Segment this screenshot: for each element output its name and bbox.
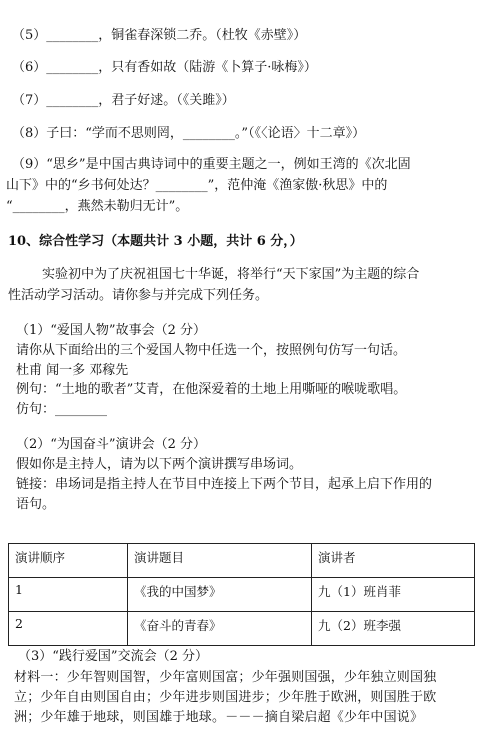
q3-title: （3）“践行爱国”交流会（2 分） xyxy=(18,649,208,664)
q1-title: （1）“爱国人物”故事会（2 分） xyxy=(16,323,206,338)
q2-link-line-2: 语句。 xyxy=(16,497,56,512)
table-cell: 2 xyxy=(9,612,128,646)
question-item-6: （6）________，只有香如故（陆游《卜算子·咏梅》） xyxy=(12,60,317,75)
q1-people: 杜甫 闻一多 邓稼先 xyxy=(16,363,129,378)
question-item-9-line-3: “________，燕然未勒归无计”。 xyxy=(6,199,189,214)
table-cell: 《我的中国梦》 xyxy=(128,578,312,612)
table-cell: 九（1）班肖菲 xyxy=(312,578,475,612)
q1-imitate: 仿句：________ xyxy=(16,402,108,417)
table-header-row xyxy=(9,544,475,578)
q2-title: （2）“为国奋斗”演讲会（2 分） xyxy=(16,437,206,452)
speech-table xyxy=(8,543,475,646)
table-header-cell: 演讲题目 xyxy=(128,544,312,578)
table-header-cell: 演讲顺序 xyxy=(9,544,128,578)
q3-material-line-2: 立；少年自由则国自由；少年进步则国进步；少年胜于欧洲，则国胜于欧 xyxy=(14,690,437,705)
section-intro-line-2: 性活动学习活动。请你参与并完成下列任务。 xyxy=(8,288,269,303)
question-item-5: （5）________，铜雀春深锁二乔。（杜牧《赤壁》） xyxy=(12,28,307,43)
q1-example: 例句：“土地的歌者”艾青，在他深爱着的土地上用嘶哑的喉咙歌唱。 xyxy=(16,382,407,397)
table-cell: 1 xyxy=(9,578,128,612)
q3-material-line-1: 材料一：少年智则国智，少年富则国富；少年强则国强，少年独立则国独 xyxy=(14,670,437,685)
question-item-7: （7）________，君子好逑。（《关雎》） xyxy=(12,93,235,108)
question-item-8: （8）子曰：“学而不思则罔，________。”（《〈论语〉十二章》） xyxy=(12,126,366,141)
table-cell: 《奋斗的青春》 xyxy=(128,612,312,646)
table-row xyxy=(9,612,475,646)
table-row xyxy=(9,578,475,612)
q2-link-line-1: 链接：串场词是指主持人在节目中连接上下两个节目，起承上启下作用的 xyxy=(16,477,433,492)
section-intro-line-1: 实验初中为了庆祝祖国七十华诞，将举行“天下家国”为主题的综合 xyxy=(42,267,420,282)
question-item-9-line-2: 山下》中的“乡书何处达？________”，范仲淹《渔家傲·秋思》中的 xyxy=(6,178,388,193)
section-heading: 10、综合性学习（本题共计 3 小题，共计 6 分，） xyxy=(8,234,303,249)
q2-prompt: 假如你是主持人，请为以下两个演讲撰写串场词。 xyxy=(16,457,303,472)
table-cell: 九（2）班李强 xyxy=(312,612,475,646)
question-item-9-line-1: （9）“思乡”是中国古典诗词中的重要主题之一，例如王湾的《次北固 xyxy=(12,157,411,172)
table-header-cell: 演讲者 xyxy=(312,544,475,578)
q1-prompt: 请你从下面给出的三个爱国人物中任选一个，按照例句仿写一句话。 xyxy=(16,343,407,358)
q3-material-line-3: 洲；少年雄于地球，则国雄于地球。－－－摘自梁启超《少年中国说》 xyxy=(14,710,424,725)
